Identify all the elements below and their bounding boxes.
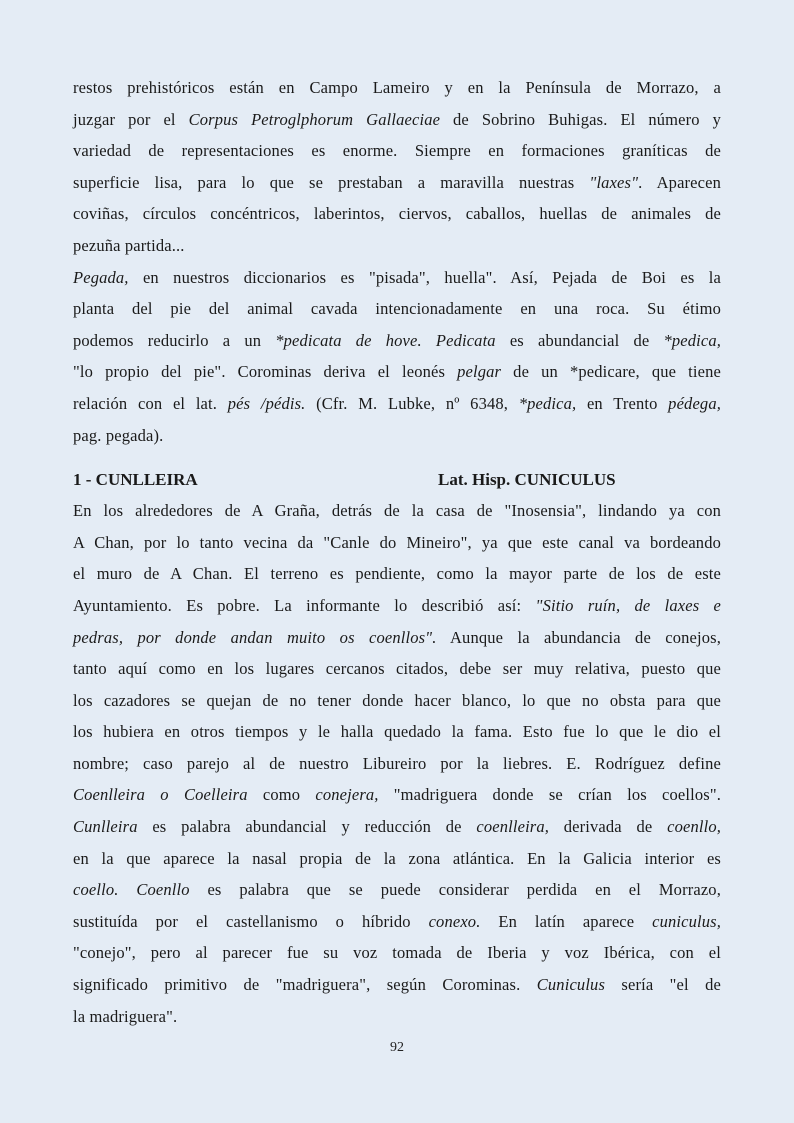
text-line xyxy=(73,388,721,420)
text-run: sería "el de xyxy=(605,975,721,995)
text-line xyxy=(73,906,721,938)
text-run: podemos reducirlo a un xyxy=(73,330,276,350)
text-run: pezuña partida... xyxy=(73,235,185,255)
italic-text: conejera, xyxy=(315,785,379,805)
text-line xyxy=(73,325,721,357)
text-line xyxy=(73,622,721,654)
text-line xyxy=(73,104,721,136)
italic-text: Pegada, xyxy=(73,267,129,287)
text-run: coviñas, círculos concéntricos, laberintos, ciervos, caballos, huellas de animales de xyxy=(73,204,721,224)
text-line xyxy=(73,356,721,388)
text-line xyxy=(73,293,721,325)
text-line xyxy=(73,527,721,559)
text-run: variedad de representaciones es enorme. Siempre en formaciones graníticas de xyxy=(73,141,721,161)
text-run: . Aparecen xyxy=(638,172,722,192)
text-run: en nuestros diccionarios es "pisada", huella". Así, Pejada de Boi es la xyxy=(128,267,721,287)
text-run: el muro de A Chan. El terreno es pendiente, como la mayor parte de los de este xyxy=(73,564,721,584)
text-run: En latín aparece xyxy=(480,911,653,931)
text-run: "lo propio del pie". Corominas deriva el leonés xyxy=(73,362,458,382)
text-line xyxy=(73,843,721,875)
text-run: los cazadores se quejan de no tener donde hacer blanco, lo que no obsta para que xyxy=(73,690,721,710)
text-line xyxy=(73,874,721,906)
section-heading xyxy=(73,465,721,495)
text-line xyxy=(73,230,721,262)
text-run: es abundancial de xyxy=(495,330,664,350)
text-line xyxy=(73,685,721,717)
text-line xyxy=(73,653,721,685)
text-run: nombre; caso parejo al de nuestro Libureiro por la liebres. E. Rodríguez define xyxy=(73,753,721,773)
paragraph-cunlleira xyxy=(73,495,721,1032)
text-run: "conejo", pero al parecer fue su voz tomada de Iberia y voz Ibérica, con el xyxy=(73,943,721,963)
italic-text: pelgar xyxy=(457,362,502,382)
text-run: significado primitivo de "madriguera", según Corominas. xyxy=(73,975,537,995)
text-run: en Trento xyxy=(576,393,669,413)
text-run: A Chan, por lo tanto vecina da "Canle do Mineiro", ya que este canal va bordeando xyxy=(73,532,721,552)
text-run: de un *pedicare, que tiene xyxy=(501,362,721,382)
text-run: es palabra abundancial y reducción de xyxy=(137,817,477,837)
text-line xyxy=(73,969,721,1001)
italic-text: Coenlleira o Coelleira xyxy=(73,785,248,805)
text-run: en la que aparece la nasal propia de la zona atlántica. En la Galicia interior es xyxy=(73,848,721,868)
italic-text: Cuniculus xyxy=(536,975,606,995)
text-run: como xyxy=(247,785,316,805)
entry-etymology: Lat. Hisp. CUNICULUS xyxy=(438,470,616,490)
text-line xyxy=(73,135,721,167)
text-run: "madriguera donde se crían los coellos". xyxy=(378,785,721,805)
text-run: Aunque la abundancia de conejos, xyxy=(436,627,722,647)
paragraph-pegada xyxy=(73,262,721,452)
text-run: los hubiera en otros tiempos y le halla quedado la fama. Esto fue lo que le dio el xyxy=(73,722,721,742)
italic-text: cuniculus, xyxy=(652,911,722,931)
text-line xyxy=(73,198,721,230)
italic-text: Cunlleira xyxy=(73,817,138,837)
italic-text: "Sitio ruín, de laxes e xyxy=(535,595,721,615)
italic-text: *pedicata de hove. Pedicata xyxy=(275,330,496,350)
text-line xyxy=(73,558,721,590)
italic-text: pedras, por donde andan muito os coenllos". xyxy=(73,627,437,647)
text-line xyxy=(73,716,721,748)
text-line xyxy=(73,748,721,780)
text-line xyxy=(73,262,721,294)
italic-text: "laxes" xyxy=(589,172,639,192)
text-line xyxy=(73,1001,721,1033)
italic-text: *pedica, xyxy=(663,330,721,350)
text-run: (Cfr. M. Lubke, nº 6348, xyxy=(305,393,519,413)
text-run: juzgar por el xyxy=(73,109,189,129)
italic-text: coenllo, xyxy=(667,817,721,837)
italic-text: *pedica, xyxy=(518,393,577,413)
paragraph-prehistoric-remains xyxy=(73,72,721,262)
text-run: es palabra que se puede considerar perdida en el Morrazo, xyxy=(189,880,721,900)
text-run: pag. pegada). xyxy=(73,425,164,445)
text-run: Ayuntamiento. Es pobre. La informante lo describió así: xyxy=(73,595,536,615)
page-number: 92 xyxy=(390,1040,404,1055)
text-run: la madriguera". xyxy=(73,1006,178,1026)
italic-text: Corpus Petroglphorum Gallaeciae xyxy=(188,109,441,129)
text-run: de Sobrino Buhigas. El número y xyxy=(440,109,722,129)
text-run: En los alrededores de A Graña, detrás de la casa de "Inosensia", lindando ya con xyxy=(73,501,721,521)
entry-title: 1 - CUNLLEIRA xyxy=(73,470,198,490)
text-run: relación con el lat. xyxy=(73,393,228,413)
italic-text: coello. Coenllo xyxy=(73,880,190,900)
italic-text: coenlleira, xyxy=(476,817,550,837)
text-line xyxy=(73,590,721,622)
italic-text: pédega, xyxy=(668,393,721,413)
text-line xyxy=(73,420,721,452)
text-line xyxy=(73,937,721,969)
document-page xyxy=(73,72,721,1032)
text-run: planta del pie del animal cavada intencionadamente en una roca. Su étimo xyxy=(73,299,721,319)
italic-text: pés /pédis. xyxy=(227,393,306,413)
text-line xyxy=(73,495,721,527)
text-line xyxy=(73,167,721,199)
text-run: derivada de xyxy=(549,817,668,837)
text-line xyxy=(73,811,721,843)
text-run: tanto aquí como en los lugares cercanos citados, debe ser muy relativa, puesto que xyxy=(73,659,721,679)
text-run: restos prehistóricos están en Campo Lameiro y en la Península de Morrazo, a xyxy=(73,78,721,97)
text-line xyxy=(73,72,721,104)
italic-text: conexo. xyxy=(428,911,481,931)
text-line xyxy=(73,779,721,811)
text-run: superficie lisa, para lo que se prestaban a maravilla nuestras xyxy=(73,172,590,192)
text-run: sustituída por el castellanismo o híbrido xyxy=(73,911,429,931)
